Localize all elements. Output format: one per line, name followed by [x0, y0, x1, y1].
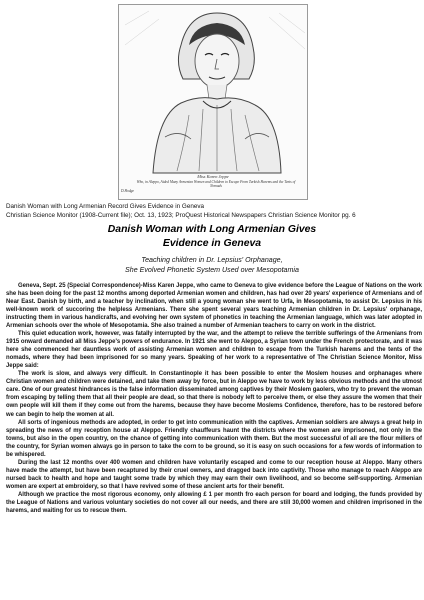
article-paragraph: This quiet education work, however, was fatally interrupted by the war, and the attempt to relieve the terrible sufferings of the Armenians from 1915 onward demanded all Miss Jeppe's powers of endurance. In 1921 she went to Aleppo, a Syrian town under the French protectorate, and it was here she commenced her dauntless work of assisting Armenian women and children to escape from the Turkish harems and the tents of the nomads, where they had been imprisoned for so many years. Speaking of her work to a representative of The Christian Science Monitor, Miss Jeppe said:	[6, 331, 422, 370]
article-paragraph: The work is slow, and always very difficult. In Constantinople it has been possible to enter the Moslem houses and orphanages where Christian women and children were detained, and take them away by force, but in Aleppo we have to work by less obvious methods and the utmost care. One of our greatest hindrances is the false information disseminated among captives by their Moslem gaolers, who try to prevent the woman from escaping by telling them that all their people are dead, so that there is nobody left to perceive them, or else they assure the women that their own people will kill them if they come out from the harems, because they have become Moslems Confidence, therefore, has to be restored before we can begin to help the women at all.	[6, 371, 422, 418]
article-paragraph: During the last 12 months over 400 women and children have voluntarily escaped and come to our reception house at Aleppo. Many others have made the attempt, but have been recaptured by their cruel owners, and dragged back into captivity. Those who manage to reach Aleppo are nursed back to health and hope and taught some trade by which they may earn their own livelihood, and so become self-supporting. Armenian women are expert at embroidery, so that I have revived some of these ancient arts for their benefit.	[6, 459, 422, 490]
headline-line-2: Evidence in Geneva	[162, 237, 262, 249]
portrait-illustration	[118, 4, 308, 200]
citation-source: Christian Science Monitor (1908-Current file); Oct. 13, 1923; ProQuest Historical Newspapers Christian Science Monitor pg. 6	[6, 211, 356, 219]
subheadline-line-2: She Evolved Phonetic System Used over Mesopotamia	[125, 265, 299, 274]
article-paragraph: Although we practice the most rigorous economy, only allowing £ 1 per month fro each person for board and lodging, the funds provided by the League of Nations and various voluntary societies do not cover all our needs, and there are still 30,000 women and children imprisoned in the harems, and waiting for us to rescue them.	[6, 491, 422, 514]
article-subheadline	[0, 256, 424, 275]
headline-line-1: Danish Woman with Long Armenian Gives	[107, 224, 317, 235]
citation-title: Danish Woman with Long Armenian Record Gives Evidence in Geneva	[6, 203, 204, 210]
article-headline	[0, 223, 424, 250]
artist-signature: D.Hodge	[121, 189, 135, 193]
article-paragraph: All sorts of ingenious methods are adopted, in order to get into communication with the captives. Armenian soldiers are always a great help in spreading the news of my reception house at Aleppo. Friendly chauffeurs haunt the districts where the women are imprisoned, not only in the towns, but also in the open country, on the chance of getting into communication with them. But the most successful of all are the flour millers of the country, for Syrian women always go in person to take the corn to be ground, so it is easy on such occasions for a few words of information to be whispered.	[6, 419, 422, 458]
portrait-caption-name: Miss Karen Jeppe	[197, 174, 229, 179]
portrait-drawing	[119, 5, 308, 200]
article-body	[6, 282, 422, 515]
subheadline-line-1: Teaching children in Dr. Lepsius' Orphanage,	[141, 256, 283, 264]
article-paragraph: Geneva, Sept. 25 (Special Correspondence)-Miss Karen Jeppe, who came to Geneva to give evidence before the League of Nations on the work she has been doing for the past 12 months among deported Armenian women and children, has had over 20 years' experience of Armenians and of Near East. Danish by birth, and a teacher by inclination, when still a young woman she went to Urfa, in Mesopotamia, to assist Dr. Lepsius in his well-known work of succoring the helpless Armenians. There she spent several years teaching Armenian children in Dr. Lepsius' orphanage, instructing them in various handicrafts, and evolving her own system of phonetics in teaching the Armenian language, which was later adopted in Armenian schools over the whole of Mesopotamia. She also trained a number of Armenian teachers to carry on work in the district.	[6, 283, 422, 330]
portrait-caption-description: Who, in Aleppo, Aided Many Armenian Women and Children to Escape From Turkish Harems and the Tents of Nomads	[136, 180, 296, 189]
citation-block	[6, 203, 420, 220]
